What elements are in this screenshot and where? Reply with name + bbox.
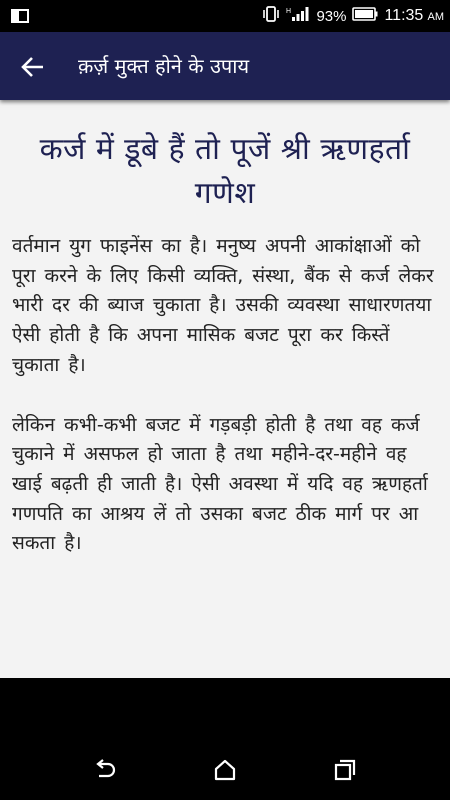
app-bar (0, 32, 450, 100)
signal-icon (286, 6, 310, 26)
article-content[interactable] (0, 100, 450, 678)
clock-time: 11:35 (384, 7, 424, 24)
article-paragraph-1: वर्तमान युग फाइनेंस का है। मनुष्य अपनी आकांक्षाओं को पूरा करने के लिए किसी व्यक्ति, संस्था, बैंक से कर्ज लेकर भारी दर की ब्याज चुकाता है। उसकी व्यवस्था साधारणतया ऐसी होती है कि अपना मासिक बजट पूरा कर किस्तें चुकाता है। (12, 235, 434, 376)
article-title: कर्ज में डूबे हैं तो पूजें श्री ऋणहर्ता गणेश (39, 132, 411, 211)
home-nav-icon[interactable] (212, 758, 238, 782)
back-arrow-icon[interactable] (18, 52, 48, 82)
screen-mirror-icon (11, 9, 29, 23)
app-bar-title: क़र्ज़ मुक्त होने के उपाय (78, 54, 250, 78)
article-paragraph-2: लेकिन कभी-कभी बजट में गड़बड़ी होती है तथा वह कर्ज चुकाने में असफल हो जाता है तथा महीने-दर-महीने वह खाई बढ़ती ही जाती है। ऐसी अवस्था में यदि वह ऋणहर्ता गणपति का आश्रय लें तो उसका बजट ठीक मार्ग पर आ सकता है। (12, 413, 428, 555)
svg-text:H: H (286, 8, 292, 15)
status-right-group (262, 0, 444, 32)
clock-ampm: AM (427, 11, 444, 23)
battery-percent: 93% (316, 7, 347, 25)
vibrate-icon (262, 6, 280, 26)
back-nav-icon[interactable] (92, 758, 118, 782)
battery-icon (352, 7, 378, 25)
navigation-bar (0, 678, 450, 800)
status-bar (0, 0, 450, 32)
recents-nav-icon[interactable] (332, 758, 358, 782)
status-time (384, 7, 444, 25)
